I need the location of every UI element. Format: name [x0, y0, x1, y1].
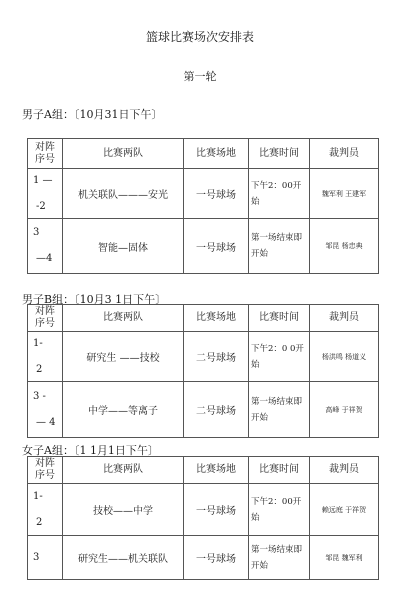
- referee-cell: 邹昆 魏军利: [310, 536, 379, 580]
- time-cell: 第一场结束即开始: [249, 536, 310, 580]
- referee-cell: 邹昆 杨忠典: [310, 219, 379, 274]
- round-heading: 第一轮: [183, 70, 217, 83]
- referee-cell: 杨洪鸣 杨道义: [310, 332, 379, 382]
- table-header-row: [28, 457, 379, 484]
- header-venue: 比赛场地: [184, 305, 249, 332]
- header-time: 比赛时间: [249, 139, 310, 169]
- teams-cell: 机关联队———安光: [63, 169, 184, 219]
- header-referee: 裁判员: [310, 139, 379, 169]
- header-referee: 裁判员: [310, 305, 379, 332]
- venue-cell: 二号球场: [184, 382, 249, 438]
- referee-cell: 高峰 于祥贺: [310, 382, 379, 438]
- header-teams: 比赛两队: [63, 457, 184, 484]
- teams-cell: 中学——等离子: [63, 382, 184, 438]
- header-referee: 裁判员: [310, 457, 379, 484]
- group-label-men-b: 男子B组：〔10月3 1日下午〕: [22, 293, 167, 306]
- group-label-women-a: 女子A组：〔1 1月1日下午〕: [22, 444, 159, 457]
- venue-cell: 一号球场: [184, 219, 249, 274]
- header-venue: 比赛场地: [184, 139, 249, 169]
- time-cell: 下午2：00开始: [249, 484, 310, 536]
- matchup-no: 3: [28, 536, 63, 580]
- time-cell: 下午2：0 0开始: [249, 332, 310, 382]
- header-time: 比赛时间: [249, 457, 310, 484]
- matchup-no: 1- 2: [28, 332, 63, 382]
- schedule-table-men-b: [27, 304, 379, 438]
- schedule-table-women-a: [27, 456, 379, 580]
- header-teams: 比赛两队: [63, 139, 184, 169]
- header-venue: 比赛场地: [184, 457, 249, 484]
- table-header-row: [28, 305, 379, 332]
- table-row: [28, 536, 379, 580]
- matchup-no: 1 — -2: [28, 169, 63, 219]
- table-row: [28, 169, 379, 219]
- document-title: 篮球比赛场次安排表: [145, 30, 254, 44]
- referee-cell: 魏军利 王建军: [310, 169, 379, 219]
- venue-cell: 一号球场: [184, 536, 249, 580]
- teams-cell: 智能—固体: [63, 219, 184, 274]
- referee-cell: 赖远庭 于祥贺: [310, 484, 379, 536]
- table-row: [28, 484, 379, 536]
- header-time: 比赛时间: [249, 305, 310, 332]
- time-cell: 下午2：00开始: [249, 169, 310, 219]
- header-matchup-no: 对阵 序号: [28, 457, 63, 484]
- header-matchup-no: 对阵 序号: [28, 139, 63, 169]
- header-teams: 比赛两队: [63, 305, 184, 332]
- venue-cell: 一号球场: [184, 484, 249, 536]
- teams-cell: 技校——中学: [63, 484, 184, 536]
- time-cell: 第一场结束即开始: [249, 219, 310, 274]
- group-label-men-a: 男子A组：〔10月31日下午〕: [22, 108, 163, 121]
- venue-cell: 一号球场: [184, 169, 249, 219]
- time-cell: 第一场结束即开始: [249, 382, 310, 438]
- table-row: [28, 382, 379, 438]
- table-header-row: [28, 139, 379, 169]
- matchup-no: 3 - — 4: [28, 382, 63, 438]
- matchup-no: 3 —4: [28, 219, 63, 274]
- venue-cell: 二号球场: [184, 332, 249, 382]
- table-row: [28, 332, 379, 382]
- teams-cell: 研究生——机关联队: [63, 536, 184, 580]
- matchup-no: 1- 2: [28, 484, 63, 536]
- teams-cell: 研究生 ——技校: [63, 332, 184, 382]
- table-row: [28, 219, 379, 274]
- schedule-table-men-a: [27, 138, 379, 274]
- header-matchup-no: 对阵 序号: [28, 305, 63, 332]
